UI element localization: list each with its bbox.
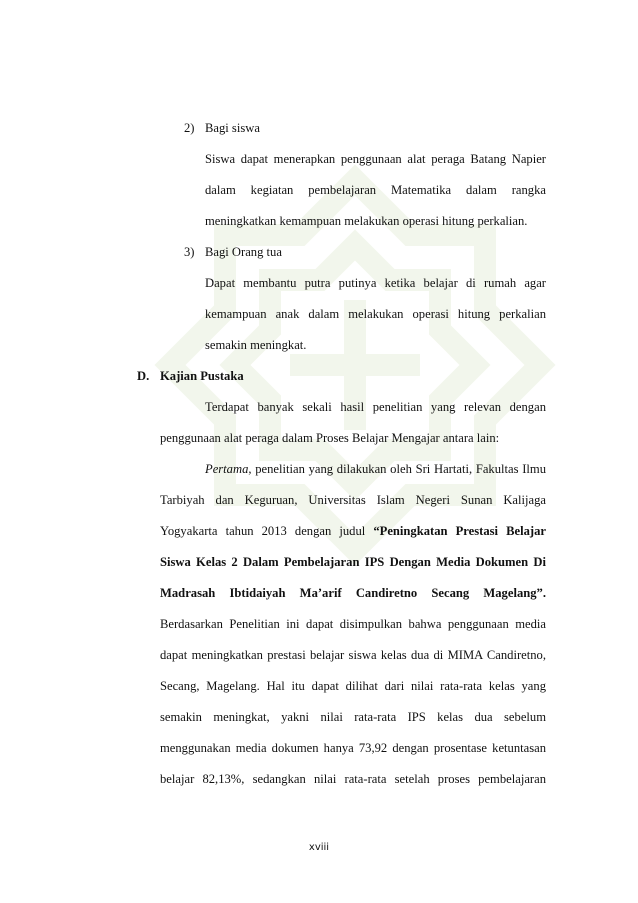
- text-line: semakin meningkat.: [205, 338, 307, 352]
- list-number: 2): [184, 121, 195, 135]
- text-span: , penelitian yang dilakukan oleh Sri Hartati, Fakultas Ilmu: [248, 462, 546, 476]
- text-span: Yogyakarta tahun 2013 dengan judul: [160, 524, 374, 538]
- list-number: 3): [184, 245, 195, 259]
- text-line: Terdapat banyak sekali hasil penelitian yang relevan dengan: [205, 400, 546, 414]
- page-number: xviii: [308, 842, 330, 853]
- text-line: Tarbiyah dan Keguruan, Universitas Islam Negeri Sunan Kalijaga: [160, 493, 546, 507]
- research-title: “Peningkatan Prestasi Belajar: [373, 524, 546, 538]
- text-line: Berdasarkan Penelitian ini dapat disimpulkan bahwa penggunaan media: [160, 617, 546, 631]
- text-line: Secang, Magelang. Hal itu dapat dilihat dari nilai rata-rata kelas yang: [160, 679, 546, 693]
- text-line: Dapat membantu putra putinya ketika belajar di rumah agar: [205, 276, 546, 290]
- text-line: kemampuan anak dalam melakukan operasi hitung perkalian: [205, 307, 546, 321]
- text-line: Siswa dapat menerapkan penggunaan alat peraga Batang Napier: [205, 152, 546, 166]
- emphasis-word: Pertama: [205, 462, 249, 476]
- list-item-title: Bagi Orang tua: [205, 245, 282, 259]
- text-line: semakin meningkat, yakni nilai rata-rata IPS kelas dua sebelum: [160, 710, 546, 724]
- list-item-title: Bagi siswa: [205, 121, 260, 135]
- text-line: [205, 461, 546, 477]
- section-letter: D.: [137, 369, 150, 383]
- text-line: meningkatkan kemampuan melakukan operasi hitung perkalian.: [205, 214, 528, 228]
- text-line: belajar 82,13%, sedangkan nilai rata-rata setelah proses pembelajaran: [160, 772, 546, 786]
- section-heading: Kajian Pustaka: [160, 369, 244, 383]
- text-line: menggunakan media dokumen hanya 73,92 dengan prosentase ketuntasan: [160, 741, 546, 755]
- research-title: Madrasah Ibtidaiyah Ma’arif Candiretno Secang Magelang”.: [160, 586, 546, 600]
- text-line: dapat meningkatkan prestasi belajar siswa kelas dua di MIMA Candiretno,: [160, 648, 546, 662]
- text-line: [160, 523, 546, 539]
- text-line: dalam kegiatan pembelajaran Matematika dalam rangka: [205, 183, 546, 197]
- text-line: penggunaan alat peraga dalam Proses Belajar Mengajar antara lain:: [160, 431, 500, 445]
- research-title: Siswa Kelas 2 Dalam Pembelajaran IPS Dengan Media Dokumen Di: [160, 555, 546, 569]
